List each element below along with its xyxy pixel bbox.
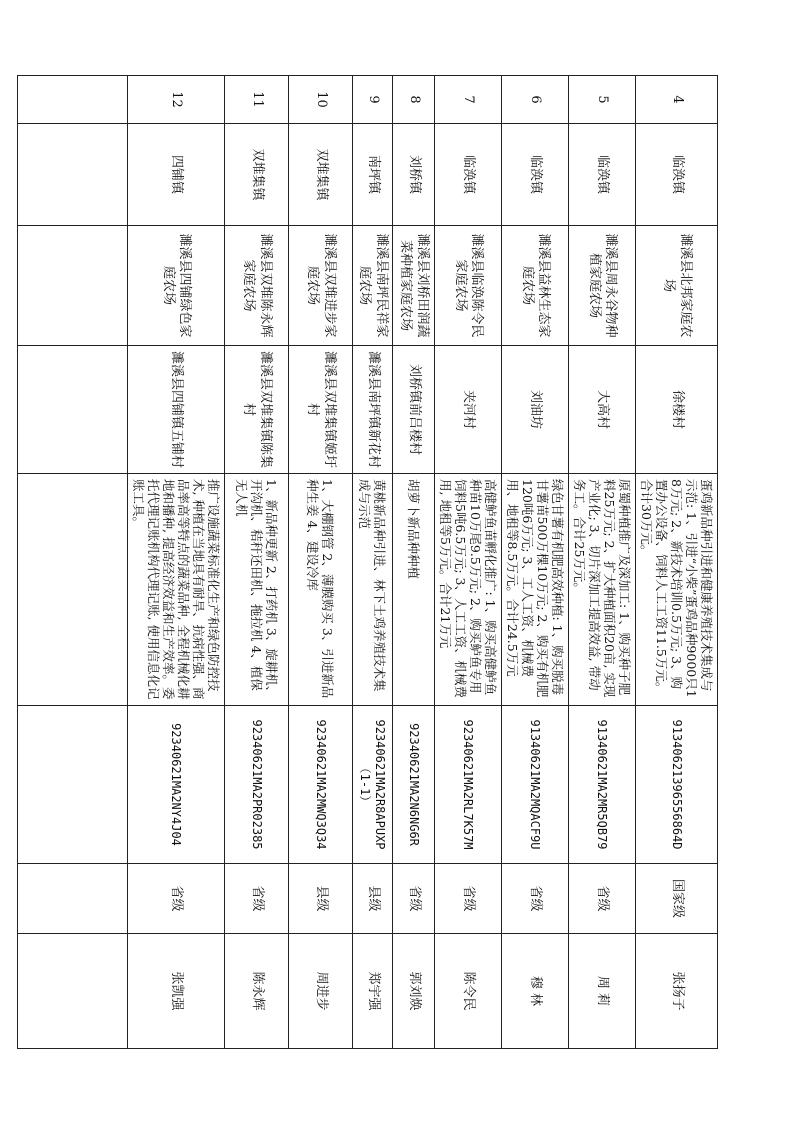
row-number-cell: 6 <box>502 76 569 124</box>
row-number-cell: 10 <box>289 76 353 124</box>
farm-name-cell: 濉溪县双堆陈永辉家庭农场 <box>225 226 289 346</box>
farm-name-cell: 濉溪县周永谷物种植家庭农场 <box>569 226 636 346</box>
village-cell: 濉溪县双堆集镇陈集村 <box>225 346 289 474</box>
project-content-cell: 1、新品种更新 2、打药机 3、旋耕机、开沟机、秸秆还田机、拖拉机 4、植保无人机 <box>225 474 289 706</box>
project-content-cell: 高健鲈鱼苗孵化推广: 1、购买高健鲈鱼种苗10万尾9.5万元; 2、购买鲈鱼专用饲料5吨6.5万元; 3、人工工资、机械费用, 地租等5万元。合计21万元 <box>435 474 502 706</box>
table-row <box>569 76 636 1049</box>
level-cell: 省级 <box>225 864 289 934</box>
village-cell: 濉溪县双堆集镇姬圩村 <box>289 346 353 474</box>
town-cell: 刘桥镇 <box>393 124 435 226</box>
level-cell: 县级 <box>353 864 393 934</box>
village-cell: 大高村 <box>569 346 636 474</box>
rotated-table-wrapper <box>76 75 718 1048</box>
row-number-cell: 5 <box>569 76 636 124</box>
credit-code-cell: 91340621MA2MR5QB79 <box>569 706 636 864</box>
table-row <box>18 76 128 1049</box>
village-cell: 濉溪县南坪镇新花村 <box>353 346 393 474</box>
level-cell: 省级 <box>435 864 502 934</box>
village-cell <box>18 346 128 474</box>
contact-person-cell: 陈令民 <box>435 934 502 1049</box>
table-row <box>353 76 393 1049</box>
row-number-cell: 7 <box>435 76 502 124</box>
table-row <box>225 76 289 1049</box>
level-cell: 省级 <box>502 864 569 934</box>
village-cell: 濉溪县四铺镇五铺村 <box>128 346 225 474</box>
farm-name-cell: 濉溪县北邦家庭农场 <box>636 226 718 346</box>
town-cell: 临涣镇 <box>502 124 569 226</box>
level-cell: 省级 <box>128 864 225 934</box>
table-row <box>393 76 435 1049</box>
town-cell: 临涣镇 <box>569 124 636 226</box>
credit-code-cell: 92340621MA2RL7K57M <box>435 706 502 864</box>
table-row <box>128 76 225 1049</box>
project-content-cell: 1、大棚钢管 2、薄膜购买 3、引进新品种生姜 4、建设冷库 <box>289 474 353 706</box>
project-content-cell <box>18 474 128 706</box>
town-cell: 四铺镇 <box>128 124 225 226</box>
credit-code-cell: 92340621MA2NY4J04 <box>128 706 225 864</box>
row-number-cell: 12 <box>128 76 225 124</box>
contact-person-cell: 陈永辉 <box>225 934 289 1049</box>
contact-person-cell: 张凯强 <box>128 934 225 1049</box>
village-cell: 徐楼村 <box>636 346 718 474</box>
village-cell: 刘油坊 <box>502 346 569 474</box>
credit-code-cell: 92340621MA2N6NG6R <box>393 706 435 864</box>
town-cell: 双堆集镇 <box>289 124 353 226</box>
credit-code-cell <box>18 706 128 864</box>
contact-person-cell: 张扬子 <box>636 934 718 1049</box>
credit-code-cell: 91340621MA2MQACF9U <box>502 706 569 864</box>
contact-person-cell: 穆 林 <box>502 934 569 1049</box>
farm-name-cell: 濉溪县双堆进步家庭农场 <box>289 226 353 346</box>
town-cell: 双堆集镇 <box>225 124 289 226</box>
row-number-cell: 9 <box>353 76 393 124</box>
level-cell: 省级 <box>569 864 636 934</box>
contact-person-cell: 周 莉 <box>569 934 636 1049</box>
town-cell: 临涣镇 <box>435 124 502 226</box>
credit-code-cell: 91340621396556864D <box>636 706 718 864</box>
project-content-cell: 胡萝卜新品种种植 <box>393 474 435 706</box>
level-cell: 县级 <box>289 864 353 934</box>
farm-name-cell: 濉溪县四铺绿色家庭农场 <box>128 226 225 346</box>
village-cell: 刘桥镇前吕楼村 <box>393 346 435 474</box>
credit-code-cell: 92340621MA2MWQ3Q34 <box>289 706 353 864</box>
contact-person-cell <box>18 934 128 1049</box>
row-number-cell: 4 <box>636 76 718 124</box>
table-row <box>289 76 353 1049</box>
project-content-cell: 绿色甘薯有机肥高效种植: 1、购买脱毒甘薯苗500万棵10万元; 2、购买有机肥120吨6万元; 3、工人工资、机械费用、地租等8.5万元。合计24.5万元 <box>502 474 569 706</box>
row-number-cell: 11 <box>225 76 289 124</box>
farm-name-cell: 濉溪县南坪民祥家庭农场 <box>353 226 393 346</box>
table-body <box>18 76 718 1049</box>
table-row <box>636 76 718 1049</box>
credit-code-cell: 92340621MA2PR02385 <box>225 706 289 864</box>
credit-code-cell: 92340621MA2R8APUXP（1-1） <box>353 706 393 864</box>
table-row <box>435 76 502 1049</box>
town-cell: 南坪镇 <box>353 124 393 226</box>
project-content-cell: 推广设施蔬菜标准化生产和绿色防控技术, 种植在当地具有耐旱、抗病性强、商品率高等特点的蔬菜品种, 全程机械化耕地和播种, 提高经济效益和生产效率。委托代理记账机构代理记账, 使用信息化记账工具。 <box>128 474 225 706</box>
contact-person-cell: 周进步 <box>289 934 353 1049</box>
project-content-cell: 原蜀种植推广及深加工: 1、购买种子肥料25万元; 2、扩大种植面积20亩, 实现产业化; 3、切片深加工提高效益, 带动务工。合计25万元。 <box>569 474 636 706</box>
project-content-cell: 黄桃新品种引进、林下土鸡养殖技术集成与示范 <box>353 474 393 706</box>
contact-person-cell: 郭刘焕 <box>393 934 435 1049</box>
row-number-cell <box>18 76 128 124</box>
farm-name-cell <box>18 226 128 346</box>
village-cell: 夹河村 <box>435 346 502 474</box>
contact-person-cell: 郑宇强 <box>353 934 393 1049</box>
table-row <box>502 76 569 1049</box>
town-cell: 临涣镇 <box>636 124 718 226</box>
town-cell <box>18 124 128 226</box>
project-table <box>17 75 718 1049</box>
project-content-cell: 蛋鸡新品种引进和健康养殖技术集成与示范: 1、引进“小柴”蛋鸡品种9000只18万元; 2、新技术培训0.5万元; 3、购置办公设备、饲料人工工资11.5万元。合计30万元。 <box>636 474 718 706</box>
level-cell: 省级 <box>393 864 435 934</box>
farm-name-cell: 濉溪县益林生态家庭农场 <box>502 226 569 346</box>
farm-name-cell: 濉溪县刘桥田润蔬菜种植家庭农场 <box>393 226 435 346</box>
level-cell <box>18 864 128 934</box>
level-cell: 国家级 <box>636 864 718 934</box>
farm-name-cell: 濉溪县临涣陈令民家庭农场 <box>435 226 502 346</box>
row-number-cell: 8 <box>393 76 435 124</box>
